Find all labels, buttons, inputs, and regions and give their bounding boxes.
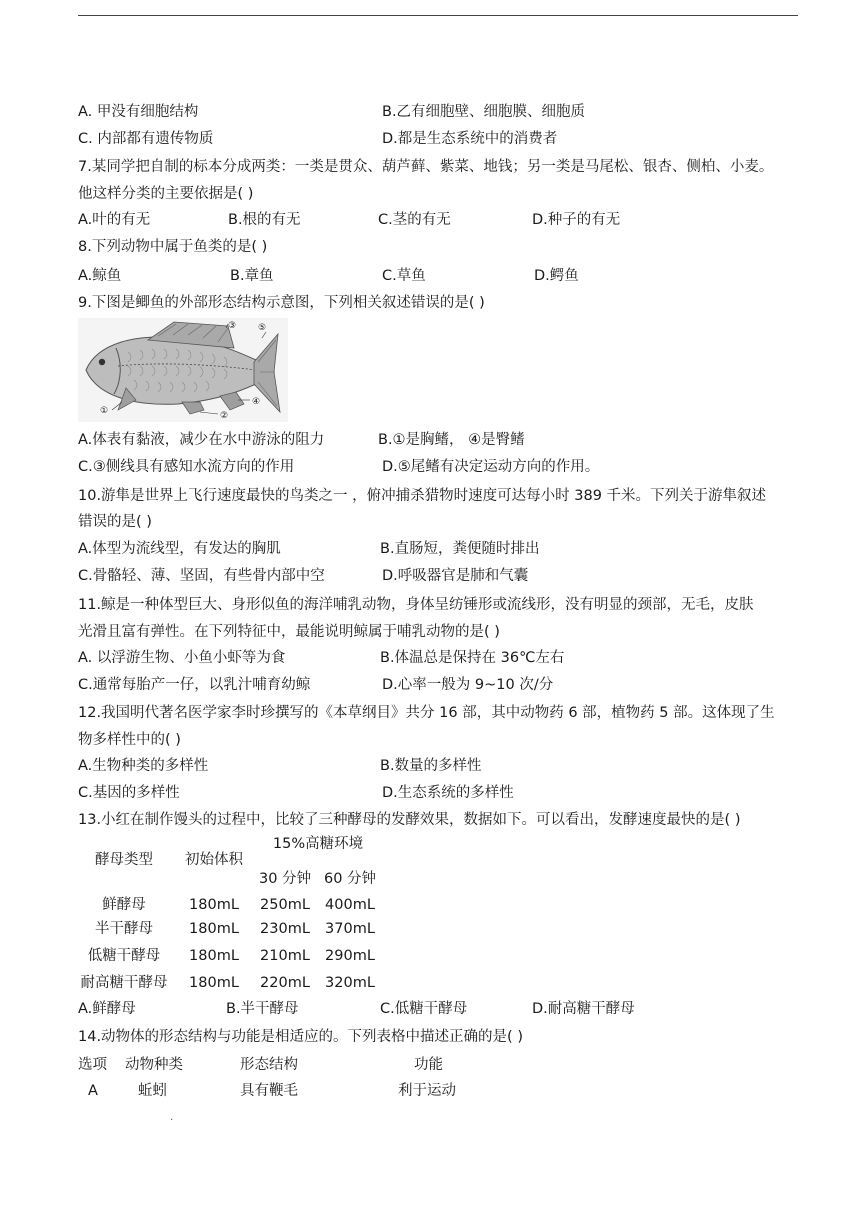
- fish-label-2: ②: [220, 411, 229, 421]
- yeast-row-60: 320mL: [325, 975, 375, 991]
- q6-option-c[interactable]: C. 内部都有遗传物质: [78, 131, 214, 147]
- q8-stem: 8.下列动物中属于鱼类的是( ): [78, 239, 268, 255]
- footer-mark: .: [170, 1112, 174, 1123]
- q6-option-d[interactable]: D.都是生态系统中的消费者: [382, 131, 558, 147]
- q12-option-c[interactable]: C.基因的多样性: [78, 785, 180, 801]
- q14-header-structure: 形态结构: [240, 1057, 298, 1073]
- yeast-table-header-60: 60 分钟: [323, 871, 377, 887]
- q9-option-c[interactable]: C.③侧线具有感知水流方向的作用: [78, 459, 295, 475]
- crucian-carp-diagram: [78, 318, 288, 422]
- q13-stem: 13.小红在制作馒头的过程中，比较了三种酵母的发酵效果，数据如下。可以看出，发酵速度最快的是( ): [78, 812, 741, 828]
- yeast-row-30: 210mL: [260, 948, 310, 964]
- q10-stem-line1: 10.游隼是世界上飞行速度最快的鸟类之一 ，俯冲捕杀猎物时速度可达每小时 389 千米。下列关于游隼叙述: [78, 488, 767, 504]
- yeast-row-type: 鲜酵母: [102, 897, 146, 913]
- yeast-row-init: 180mL: [189, 921, 239, 937]
- q14-stem: 14.动物体的形态结构与功能是相适应的。下列表格中描述正确的是( ): [78, 1029, 523, 1045]
- q7-stem-line2: 他这样分类的主要依据是( ): [78, 186, 254, 202]
- q9-option-d[interactable]: D.⑤尾鳍有决定运动方向的作用。: [382, 459, 600, 475]
- q10-option-a[interactable]: A.体型为流线型，有发达的胸肌: [78, 541, 281, 557]
- yeast-row-type: 半干酵母: [95, 921, 153, 937]
- q10-option-c[interactable]: C.骨骼轻、薄、坚固，有些骨内部中空: [78, 568, 325, 584]
- q7-option-c[interactable]: C.茎的有无: [378, 212, 451, 228]
- q11-option-a[interactable]: A. 以浮游生物、小鱼小虾等为食: [78, 650, 286, 666]
- q9-option-a[interactable]: A.体表有黏液，减少在水中游泳的阻力: [78, 432, 325, 448]
- q14-row-a-option[interactable]: A: [88, 1083, 98, 1099]
- q14-header-function: 功能: [414, 1057, 443, 1073]
- yeast-row-30: 220mL: [260, 975, 310, 991]
- fish-label-3: ③: [228, 321, 237, 331]
- fish-label-5: ⑤: [258, 323, 267, 333]
- yeast-row-30: 230mL: [260, 921, 310, 937]
- q13-option-d[interactable]: D.耐高糖干酵母: [532, 1001, 635, 1017]
- q10-option-d[interactable]: D.呼吸器官是肺和气囊: [382, 568, 529, 584]
- q14-row-a-function: 利于运动: [398, 1083, 456, 1099]
- q12-option-a[interactable]: A.生物种类的多样性: [78, 758, 209, 774]
- yeast-table-header-30: 30 分钟: [258, 871, 312, 887]
- yeast-table-header-init: 初始体积: [185, 852, 243, 868]
- q7-option-d[interactable]: D.种子的有无: [532, 212, 621, 228]
- q9-option-b[interactable]: B.①是胸鳍， ④是臀鳍: [378, 432, 525, 448]
- q14-row-a-animal: 蚯蚓: [138, 1083, 167, 1099]
- q11-option-c[interactable]: C.通常每胎产一仔，以乳汁哺育幼鲸: [78, 677, 311, 693]
- header-rule: [78, 15, 798, 16]
- yeast-row-60: 370mL: [325, 921, 375, 937]
- q7-option-a[interactable]: A.叶的有无: [78, 212, 151, 228]
- q14-row-a-structure: 具有鞭毛: [240, 1083, 298, 1099]
- yeast-table-header-type: 酵母类型: [95, 852, 153, 868]
- yeast-row-init: 180mL: [189, 975, 239, 991]
- q12-stem-line2: 物多样性中的( ): [78, 732, 181, 748]
- q11-stem-line2: 光滑且富有弹性。在下列特征中，最能说明鲸属于哺乳动物的是( ): [78, 624, 500, 640]
- yeast-row-init: 180mL: [189, 897, 239, 913]
- yeast-row-type: 耐高糖干酵母: [80, 975, 168, 991]
- yeast-row-30: 250mL: [260, 897, 310, 913]
- q9-stem: 9.下图是鲫鱼的外部形态结构示意图，下列相关叙述错误的是( ): [78, 295, 485, 311]
- fish-label-1: ①: [100, 406, 109, 416]
- yeast-row-60: 400mL: [325, 897, 375, 913]
- yeast-row-60: 290mL: [325, 948, 375, 964]
- q8-option-d[interactable]: D.鳄鱼: [534, 268, 579, 284]
- q14-header-animal: 动物种类: [125, 1057, 183, 1073]
- q13-option-c[interactable]: C.低糖干酵母: [380, 1001, 468, 1017]
- q11-stem-line1: 11.鲸是一种体型巨大、身形似鱼的海洋哺乳动物，身体呈纺锤形或流线形，没有明显的颈部，无毛，皮肤: [78, 597, 754, 613]
- q10-stem-line2: 错误的是( ): [78, 514, 152, 530]
- q11-option-d[interactable]: D.心率一般为 9~10 次/分: [382, 677, 554, 693]
- q12-stem-line1: 12.我国明代著名医学家李时珍撰写的《本草纲目》共分 16 部，其中动物药 6 部，植物药 5 部。这体现了生: [78, 705, 775, 721]
- fish-label-4: ④: [252, 397, 261, 407]
- q13-option-a[interactable]: A.鲜酵母: [78, 1001, 136, 1017]
- q6-option-b[interactable]: B.乙有细胞壁、细胞膜、细胞质: [382, 104, 586, 120]
- yeast-row-init: 180mL: [189, 948, 239, 964]
- q12-option-b[interactable]: B.数量的多样性: [380, 758, 482, 774]
- q11-option-b[interactable]: B.体温总是保持在 36℃左右: [380, 650, 565, 666]
- q14-header-option: 选项: [78, 1057, 107, 1073]
- q7-option-b[interactable]: B.根的有无: [228, 212, 301, 228]
- q13-option-b[interactable]: B.半干酵母: [226, 1001, 299, 1017]
- q8-option-b[interactable]: B.章鱼: [230, 268, 274, 284]
- q12-option-d[interactable]: D.生态系统的多样性: [382, 785, 514, 801]
- q8-option-a[interactable]: A.鲸鱼: [78, 268, 122, 284]
- q10-option-b[interactable]: B.直肠短，粪便随时排出: [380, 541, 540, 557]
- q8-option-c[interactable]: C.草鱼: [382, 268, 426, 284]
- q6-option-a[interactable]: A. 甲没有细胞结构: [78, 104, 199, 120]
- yeast-row-type: 低糖干酵母: [87, 948, 161, 964]
- q7-stem-line1: 7.某同学把自制的标本分成两类：一类是贯众、葫芦藓、紫菜、地钱；另一类是马尾松、银杏、侧柏、小麦。: [78, 159, 774, 175]
- yeast-table-group-header: 15%高糖环境: [272, 836, 364, 852]
